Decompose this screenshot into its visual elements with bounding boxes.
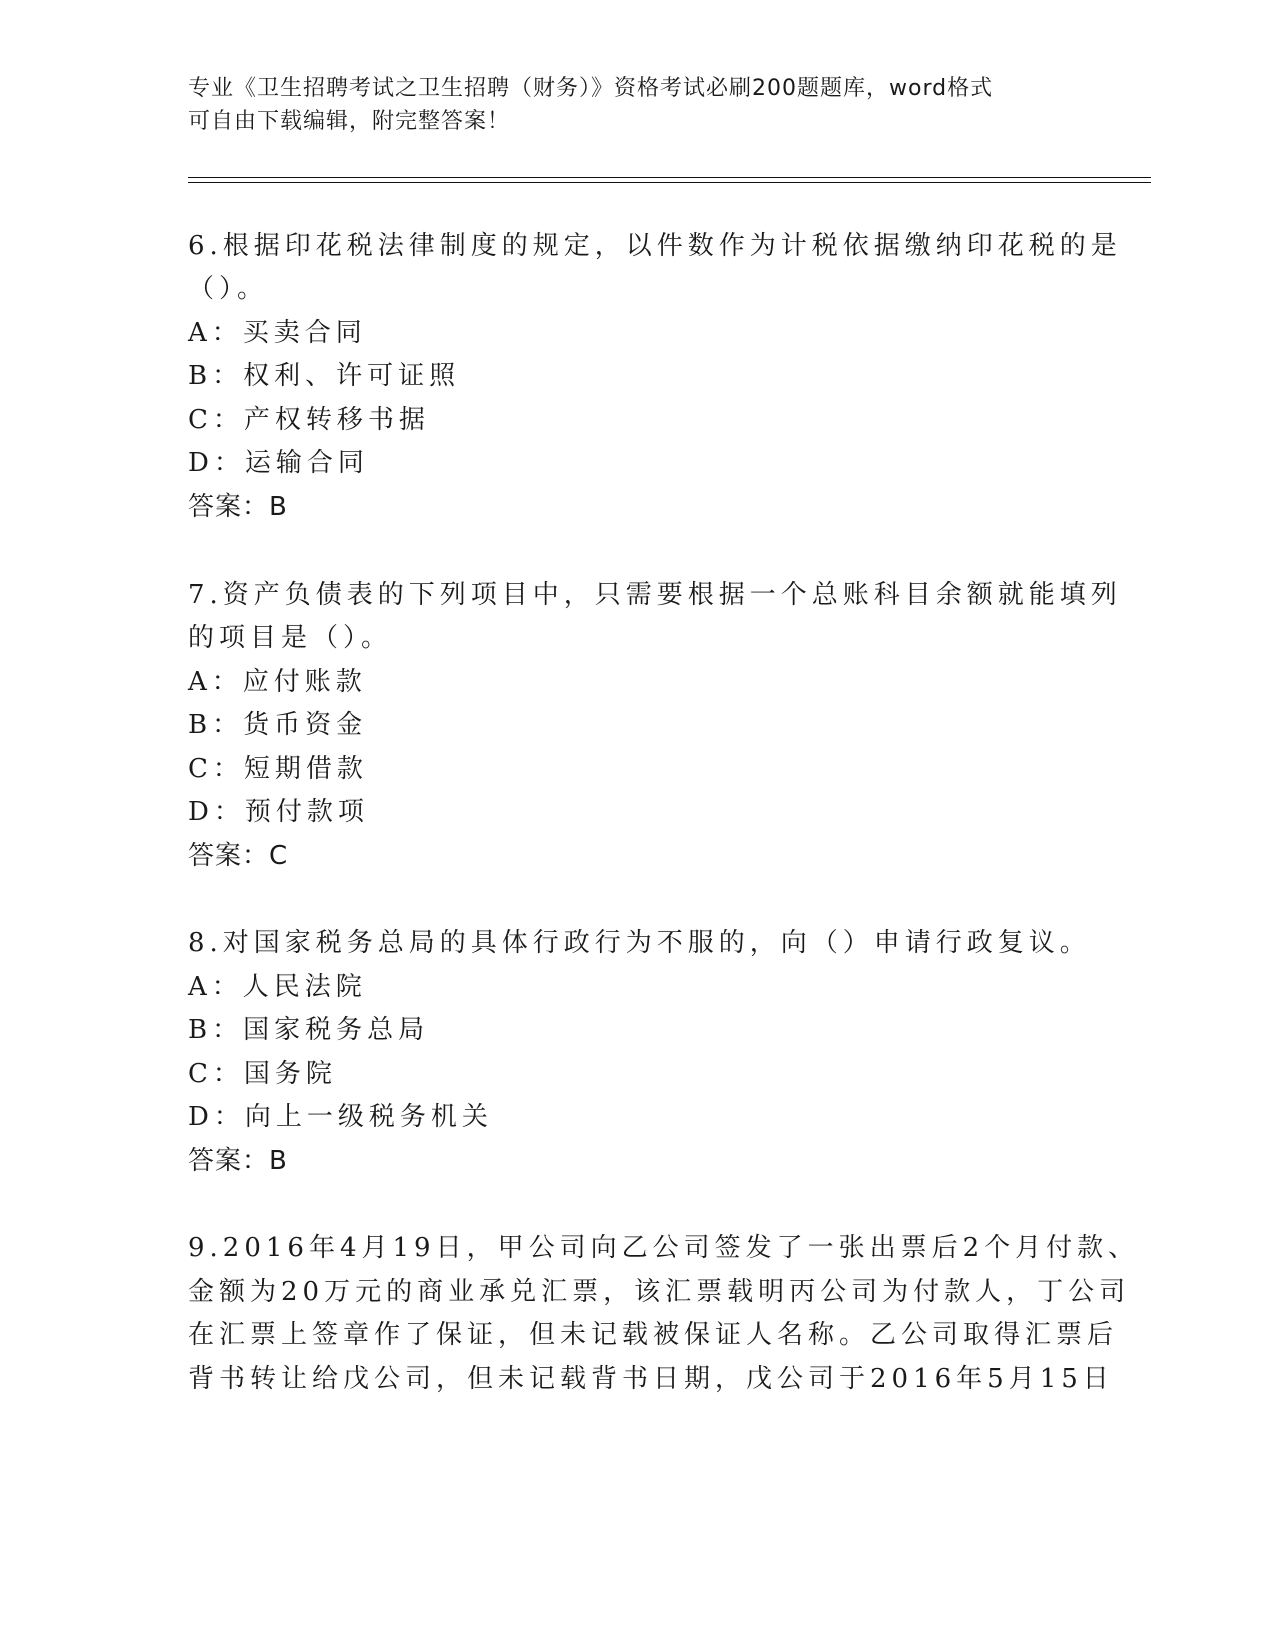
- question-8-option-c: C：国务院: [188, 1059, 337, 1089]
- question-7-option-b: B：货币资金: [188, 710, 368, 740]
- header-line-2: 可自由下载编辑，附完整答案！: [188, 109, 511, 134]
- question-6-stem-line-2: （）。: [188, 274, 269, 304]
- question-9-stem-line-3: 在汇票上签章作了保证，但未记载被保证人名称。乙公司取得汇票后: [188, 1320, 1119, 1350]
- question-7-stem-line-2: 的项目是（）。: [188, 623, 393, 653]
- question-9-stem-line-1: 9.2016年4月19日，甲公司向乙公司签发了一张出票后2个月付款、: [188, 1233, 1140, 1263]
- question-7-option-a: A：应付账款: [188, 667, 367, 697]
- question-9-stem-line-4: 背书转让给戊公司，但未记载背书日期，戊公司于2016年5月15日: [188, 1364, 1114, 1394]
- document-header: [188, 72, 1088, 138]
- question-8-option-d: D：向上一级税务机关: [188, 1102, 493, 1132]
- question-6-option-a: A：买卖合同: [188, 318, 367, 348]
- question-6-option-b: B：权利、许可证照: [188, 361, 461, 391]
- question-7-option-c: C：短期借款: [188, 754, 368, 784]
- header-rule-bottom: [188, 182, 1151, 183]
- header-line-1: 专业《卫生招聘考试之卫生招聘（财务）》资格考试必刷200题题库，word格式: [188, 76, 994, 101]
- question-7-answer: 答案：C: [188, 841, 289, 871]
- header-rule-top: [188, 177, 1151, 178]
- question-8-stem-line-1: 8.对国家税务总局的具体行政行为不服的，向（）申请行政复议。: [188, 928, 1091, 958]
- question-8-answer: 答案：B: [188, 1146, 288, 1176]
- question-6-option-c: C：产权转移书据: [188, 405, 430, 435]
- question-8-option-b: B：国家税务总局: [188, 1015, 430, 1045]
- question-6-stem-line-1: 6.根据印花税法律制度的规定，以件数作为计税依据缴纳印花税的是: [188, 231, 1122, 261]
- question-9-stem-line-2: 金额为20万元的商业承兑汇票，该汇票载明丙公司为付款人，丁公司: [188, 1277, 1131, 1307]
- question-6-answer: 答案：B: [188, 492, 288, 522]
- question-7-option-d: D：预付款项: [188, 797, 369, 827]
- question-6-option-d: D：运输合同: [188, 448, 369, 478]
- question-8-option-a: A：人民法院: [188, 972, 367, 1002]
- question-7-stem-line-1: 7.资产负债表的下列项目中，只需要根据一个总账科目余额就能填列: [188, 580, 1122, 610]
